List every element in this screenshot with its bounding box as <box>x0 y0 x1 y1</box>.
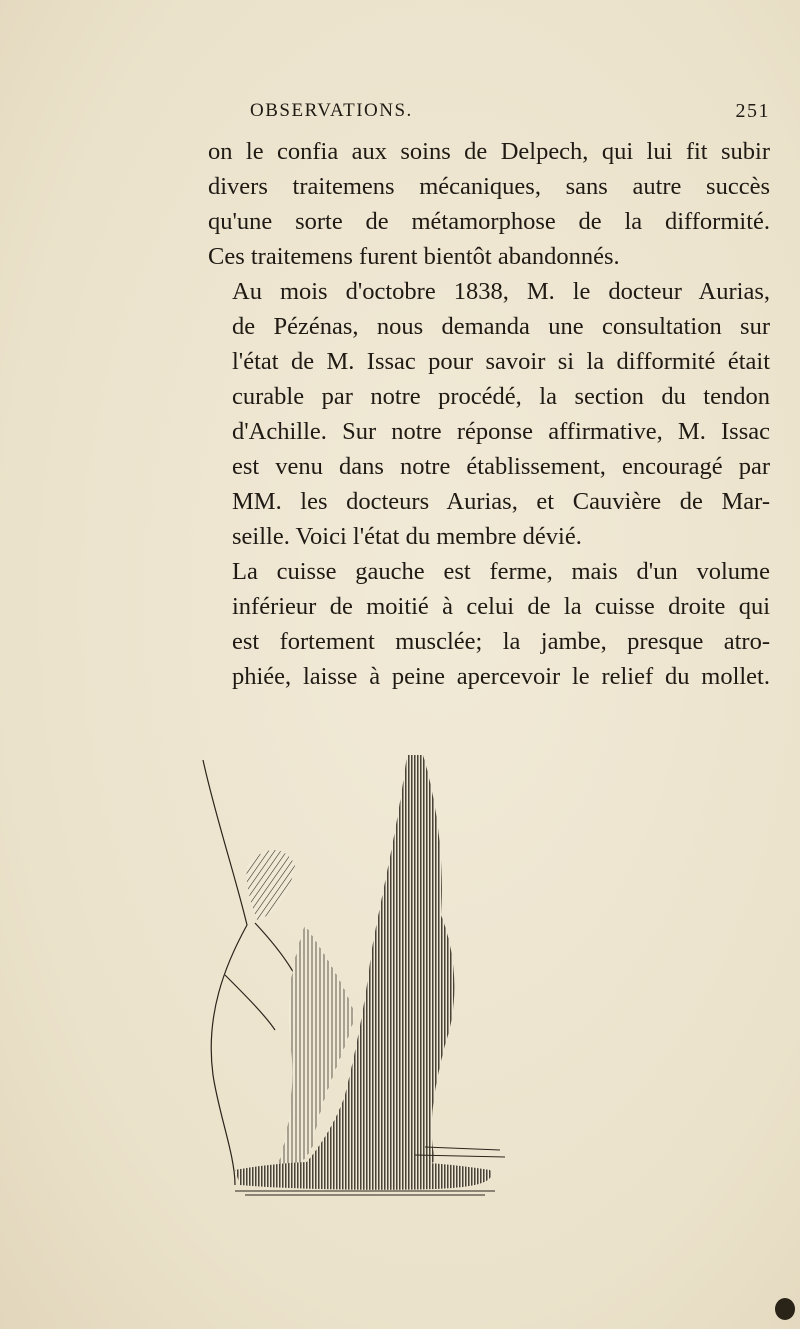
paragraph-3 <box>208 554 770 694</box>
text-line: qu'une sorte de métamorphose de la difformité. <box>208 208 770 235</box>
text-line: Au mois d'octobre 1838, M. le docteur Aurias, <box>232 278 770 305</box>
text-line: MM. les docteurs Aurias, et Cauvière de Mar- <box>232 488 770 515</box>
text-line: on le confia aux soins de Delpech, qui lui fit subir <box>208 138 770 165</box>
text-line: d'Achille. Sur notre réponse affirmative, M. Issac <box>232 418 770 445</box>
foot-base <box>235 1161 491 1190</box>
text-line: de Pézénas, nous demanda une consultation sur <box>232 313 770 340</box>
paragraph-1 <box>208 134 770 274</box>
ink-stain <box>775 1298 795 1320</box>
page-number: 251 <box>735 100 770 122</box>
body-text <box>208 134 770 694</box>
knee-shading <box>247 850 295 920</box>
text-line: divers traitemens mécaniques, sans autre succès <box>208 173 770 200</box>
text-line: La cuisse gauche est ferme, mais d'un volume <box>232 558 770 585</box>
leg-engraving <box>195 755 635 1200</box>
text-line: Ces traitemens furent bientôt abandonnés. <box>208 243 620 270</box>
text-line: phiée, laisse à peine apercevoir le relief du mollet. <box>232 663 770 690</box>
calf-contour <box>225 975 275 1030</box>
outer-contour-left <box>203 760 247 1185</box>
text-line: est fortement musclée; la jambe, presque atro- <box>232 628 770 655</box>
text-line: inférieur de moitié à celui de la cuisse droite qui <box>232 593 770 620</box>
paragraph-2 <box>208 274 770 554</box>
text-line: est venu dans notre établissement, encouragé par <box>232 453 770 480</box>
text-line: l'état de M. Issac pour savoir si la difformité était <box>232 348 770 375</box>
text-line: curable par notre procédé, la section du tendon <box>232 383 770 410</box>
text-line: seille. Voici l'état du membre dévié. <box>232 523 582 550</box>
running-title: OBSERVATIONS. <box>250 100 413 121</box>
